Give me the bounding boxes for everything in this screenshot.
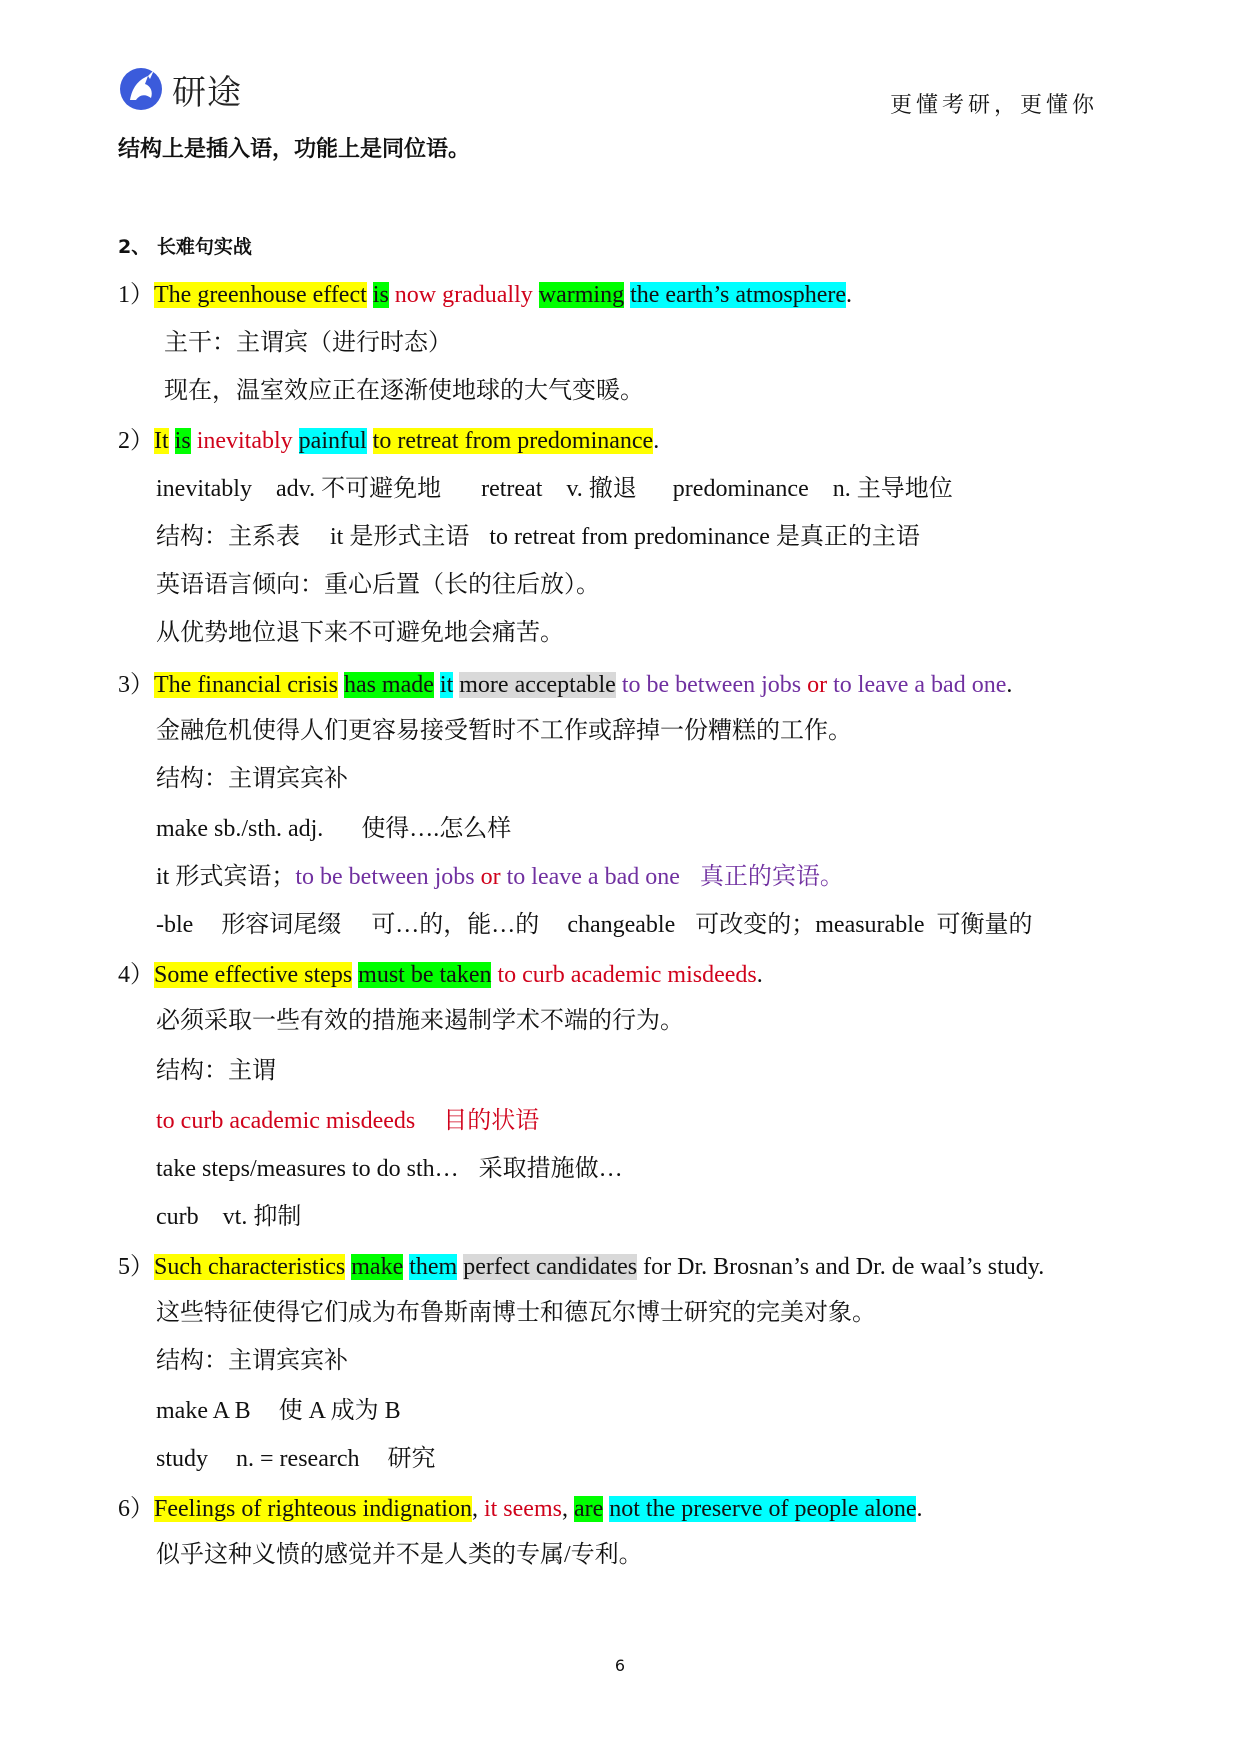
subject: The financial crisis	[154, 672, 338, 698]
adverbial: to curb academic misdeeds	[497, 962, 757, 988]
vocab-line	[156, 474, 953, 504]
sentence-1	[118, 280, 852, 310]
sentence-6	[118, 1494, 922, 1524]
complement: more acceptable	[459, 672, 616, 698]
sentence-number: 3）	[118, 672, 154, 698]
subject: Feelings of righteous indignation	[154, 1496, 472, 1522]
structure: it 是形式主语	[330, 524, 470, 550]
structure: 结构：主谓宾宾补	[156, 1348, 348, 1374]
suffix-meaning: 形容词尾缀	[221, 912, 342, 938]
vocab-meaning: vt. 抑制	[222, 1204, 302, 1230]
subject: It	[154, 428, 169, 454]
subject: Some effective steps	[154, 962, 353, 988]
structure: to retreat from predominance 是真正的主语	[489, 524, 920, 550]
example-meaning: 可衡量的	[936, 912, 1033, 938]
phrase-meaning: 使得….怎么样	[361, 816, 512, 842]
note: it 形式宾语；	[156, 864, 296, 890]
suffix-meaning: 可…的，能…的	[371, 912, 540, 938]
vocab: predominance n. 主导地位	[672, 476, 953, 502]
logo-text: 研途	[172, 72, 242, 113]
section-title: 2、 长难句实战	[118, 236, 252, 258]
structure-line	[156, 522, 920, 552]
adverbial: now gradually	[394, 282, 533, 308]
phrase-meaning: 采取措施做…	[478, 1156, 623, 1182]
punct: .	[846, 282, 852, 308]
punct: .	[653, 428, 660, 454]
rest: for Dr. Brosnan’s and Dr. de waal’s study.	[637, 1254, 1045, 1280]
note: 真正的宾语。	[699, 864, 844, 890]
vocab: study	[156, 1446, 209, 1472]
phrase-line	[156, 1396, 401, 1426]
punct: .	[756, 962, 763, 988]
sentence-number: 2）	[118, 428, 154, 454]
insertion: it seems	[483, 1496, 562, 1522]
translation: 从优势地位退下来不可避免地会痛苦。	[156, 620, 564, 646]
adverbial: inevitably	[196, 428, 293, 454]
note: 目的状语	[443, 1108, 540, 1134]
translation: 似乎这种义愤的感觉并不是人类的专属/专利。	[156, 1542, 643, 1568]
sentence-5	[118, 1252, 1044, 1282]
note: 主干：主谓宾（进行时态）	[164, 330, 452, 356]
object: it	[439, 672, 454, 698]
adverbial: to curb academic misdeeds	[156, 1108, 416, 1134]
verb: has made	[343, 672, 434, 698]
sentence-3	[118, 670, 1012, 700]
phrase: make sb./sth. adj.	[156, 816, 324, 842]
it-line	[156, 862, 844, 892]
real-object: to be between jobs	[621, 672, 802, 698]
vocab-pos: n. = research	[236, 1446, 360, 1472]
unicorn-logo-icon	[118, 66, 164, 112]
sentence-number: 1）	[118, 282, 154, 308]
header-slogan: 更懂考研，更懂你	[890, 93, 1099, 118]
verb: make	[351, 1254, 404, 1280]
phrase: take steps/measures to do sth…	[156, 1156, 459, 1182]
note: 英语语言倾向：重心后置（长的往后放）。	[156, 572, 600, 598]
real-subject: to retreat from predominance	[372, 428, 654, 454]
object: the earth’s atmosphere	[630, 282, 846, 308]
translation: 这些特征使得它们成为布鲁斯南博士和德瓦尔博士研究的完美对象。	[156, 1300, 876, 1326]
punct: ,	[561, 1496, 568, 1522]
punct: .	[916, 1496, 923, 1522]
conjunction: or	[807, 672, 828, 698]
vocab: retreat v. 撤退	[481, 476, 637, 502]
object: them	[409, 1254, 458, 1280]
translation: 必须采取一些有效的措施来遏制学术不端的行为。	[156, 1008, 684, 1034]
suffix-line	[156, 910, 1033, 940]
real-object: to leave a bad one	[833, 672, 1007, 698]
example-word: changeable	[567, 912, 676, 938]
phrase-line	[156, 814, 511, 844]
vocab-line	[156, 1444, 435, 1474]
vocab: curb	[156, 1204, 199, 1230]
punct: ,	[471, 1496, 478, 1522]
sentence-number: 6）	[118, 1496, 154, 1522]
predicative: not the preserve of people alone	[609, 1496, 917, 1522]
vocab-line	[156, 1202, 301, 1232]
verb: is	[174, 428, 191, 454]
verb: are	[573, 1496, 604, 1522]
structure: 结构：主谓	[156, 1058, 276, 1084]
subject: Such characteristics	[154, 1254, 346, 1280]
real-object: to leave a bad one	[506, 864, 680, 890]
punct: .	[1006, 672, 1013, 698]
conjunction: or	[480, 864, 501, 890]
vocab: inevitably adv. 不可避免地	[156, 476, 442, 502]
sentence-number: 4）	[118, 962, 154, 988]
structure: 结构：主系表	[156, 524, 300, 550]
phrase-meaning: 使 A 成为 B	[278, 1398, 401, 1424]
sentence-2	[118, 426, 659, 456]
logo	[118, 64, 242, 114]
verb: is	[372, 282, 389, 308]
translation: 金融危机使得人们更容易接受暂时不工作或辞掉一份糟糕的工作。	[156, 718, 852, 744]
real-object: to be between jobs	[295, 864, 475, 890]
example-word: 可改变的；measurable	[695, 912, 925, 938]
predicative: painful	[298, 428, 367, 454]
translation: 现在，温室效应正在逐渐使地球的大气变暖。	[164, 378, 644, 404]
verb: must be taken	[358, 962, 492, 988]
subject: The greenhouse effect	[154, 282, 367, 308]
vocab-meaning: 研究	[387, 1446, 436, 1472]
phrase: make A B	[156, 1398, 251, 1424]
structure: 结构：主谓宾宾补	[156, 766, 348, 792]
sentence-number: 5）	[118, 1254, 154, 1280]
purpose-line	[156, 1106, 539, 1136]
suffix: -ble	[156, 912, 194, 938]
intro-text: 结构上是插入语，功能上是同位语。	[118, 137, 471, 162]
phrase-line	[156, 1154, 623, 1184]
page-number: 6	[614, 1656, 626, 1675]
sentence-4	[118, 960, 763, 990]
verb: warming	[538, 282, 625, 308]
complement: perfect candidates	[463, 1254, 638, 1280]
